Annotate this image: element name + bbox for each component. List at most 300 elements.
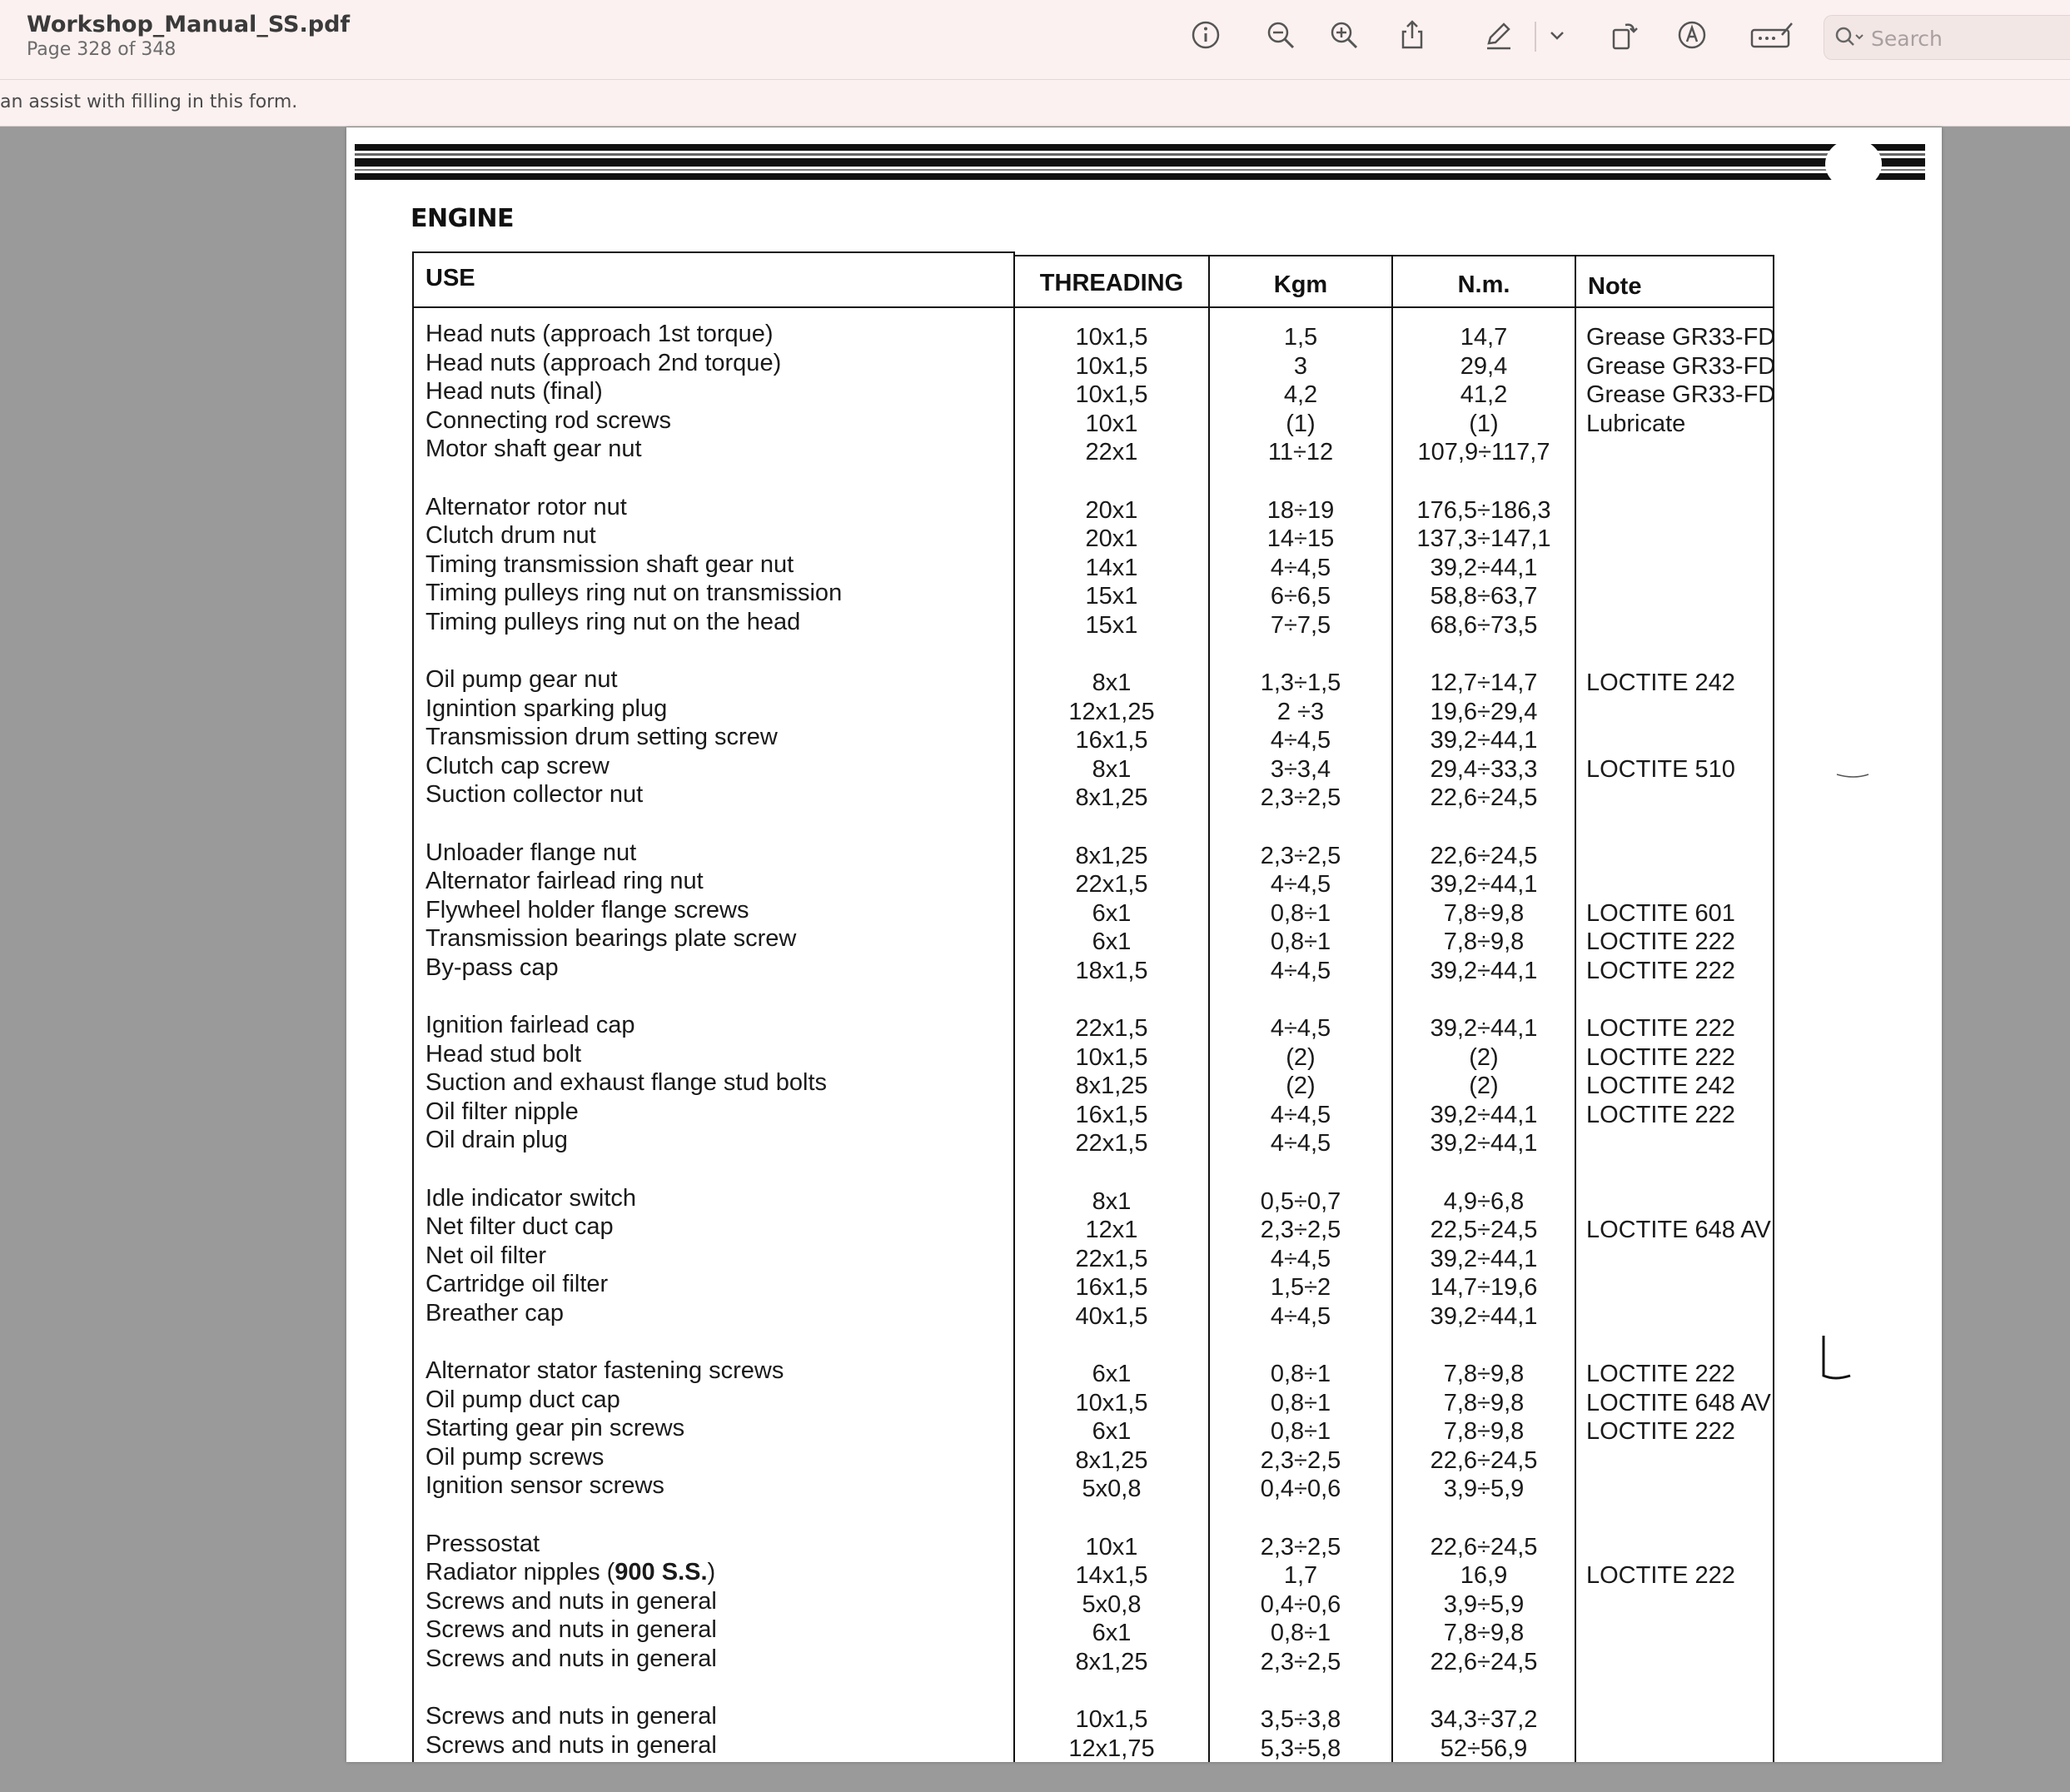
use-cell: Screws and nuts in general: [425, 1587, 717, 1615]
threading-cell: 12x1: [1085, 1217, 1138, 1243]
nm-cell: 16,9: [1460, 1562, 1508, 1589]
markup-pen-icon: [1482, 18, 1515, 52]
threading-cell: 6x1: [1092, 928, 1132, 955]
header-nm: N.m.: [1457, 271, 1510, 298]
kgm-cell: 0,5÷0,7: [1260, 1187, 1341, 1215]
kgm-cell: 11÷12: [1267, 439, 1334, 465]
nm-cell: 19,6÷29,4: [1430, 698, 1538, 725]
nm-cell: 7,8÷9,8: [1443, 899, 1525, 927]
note-cell: LOCTITE 222: [1586, 1562, 1735, 1589]
kgm-cell: 3: [1293, 352, 1308, 380]
note-cell: LOCTITE 648 AV: [1586, 1389, 1771, 1416]
nm-column: [1393, 323, 1575, 1792]
note-cell: [1586, 1619, 1769, 1648]
kgm-cell: 2,3÷2,5: [1260, 784, 1341, 811]
row-group-3-kgm: [1210, 669, 1391, 813]
nm-cell: 22,6÷24,5: [1430, 1648, 1538, 1675]
use-cell: Oil pump duct cap: [425, 1386, 620, 1413]
use-cell-text: Radiator nipples (: [425, 1559, 615, 1585]
row-group-9-nm: [1393, 1705, 1575, 1763]
use-cell: Oil pump gear nut: [425, 666, 618, 693]
threading-cell: 8x1,25: [1075, 1446, 1148, 1474]
nm-cell: 4,9÷6,8: [1443, 1187, 1525, 1215]
kgm-cell: 2,3÷2,5: [1260, 1648, 1341, 1675]
threading-cell: 10x1,5: [1075, 1043, 1148, 1071]
row-group-8-use: [425, 1530, 1025, 1674]
threading-cell: 6x1: [1092, 1418, 1132, 1445]
note-cell: [1586, 1302, 1769, 1332]
note-cell: [1586, 1533, 1769, 1562]
kgm-cell: 4÷4,5: [1270, 871, 1331, 898]
row-group-7-note: [1586, 1360, 1769, 1504]
kgm-cell: 0,8÷1: [1270, 1418, 1331, 1445]
column-divider-note: [1575, 255, 1576, 1762]
note-cell: LOCTITE 222: [1586, 1418, 1735, 1445]
note-cell: LOCTITE 222: [1586, 928, 1735, 955]
kgm-cell: 5,3÷5,8: [1260, 1735, 1341, 1762]
threading-cell: 10x1,5: [1075, 352, 1148, 380]
row-group-1-note: [1586, 323, 1776, 467]
nm-cell: 7,8÷9,8: [1443, 1418, 1525, 1445]
use-cell: Ignition fairlead cap: [425, 1012, 635, 1038]
use-cell: Head nuts (approach 1st torque): [425, 321, 774, 347]
use-cell: Head nuts (approach 2nd torque): [425, 349, 782, 376]
kgm-cell: 2 ÷3: [1276, 698, 1325, 725]
kgm-cell: (2): [1286, 1073, 1316, 1099]
page-indicator: Page 328 of 348: [27, 39, 177, 60]
row-group-3-use: [425, 665, 1025, 809]
threading-cell: 10x1: [1085, 410, 1138, 437]
header-threading: THREADING: [1039, 270, 1184, 296]
note-cell: [1586, 870, 1769, 899]
kgm-cell: 1,7: [1283, 1562, 1318, 1589]
note-cell: [1586, 611, 1769, 640]
kgm-cell: (1): [1286, 410, 1316, 437]
toolbar-divider: [1535, 22, 1536, 52]
row-group-5-threading: [1015, 1014, 1208, 1158]
row-group-9-note: [1586, 1705, 1769, 1763]
kgm-cell: 14÷15: [1266, 525, 1335, 552]
threading-cell: 22x1,5: [1075, 1015, 1148, 1042]
header-note: Note: [1588, 273, 1642, 300]
note-cell: LOCTITE 222: [1586, 1101, 1735, 1128]
use-cell: Head nuts (final): [425, 378, 603, 405]
table-header-bottom-border: [412, 306, 1774, 308]
threading-cell: 8x1: [1092, 755, 1132, 783]
row-group-7-use: [425, 1356, 1025, 1501]
row-group-3-nm: [1393, 669, 1575, 813]
kgm-cell: 2,3÷2,5: [1260, 1217, 1341, 1243]
nm-cell: 52÷56,9: [1440, 1735, 1528, 1762]
info-icon: [1189, 18, 1222, 52]
zoom-out-button[interactable]: [1261, 15, 1301, 55]
row-group-7-threading: [1015, 1360, 1208, 1504]
table-outer-left-border: [412, 251, 414, 1762]
threading-cell: 20x1: [1085, 496, 1138, 524]
info-button[interactable]: [1186, 15, 1226, 55]
nm-cell: 39,2÷44,1: [1430, 1302, 1538, 1330]
row-group-6-kgm: [1210, 1187, 1391, 1332]
page-header-rule: [346, 127, 1942, 194]
markup-button[interactable]: [1479, 15, 1519, 55]
banner-text: an assist with filling in this form.: [0, 92, 298, 112]
threading-cell: 16x1,5: [1075, 727, 1148, 754]
note-cell: [1586, 525, 1769, 554]
note-cell: LOCTITE 222: [1586, 957, 1735, 984]
use-cell: Suction and exhaust flange stud bolts: [425, 1069, 828, 1096]
kgm-column: [1210, 323, 1391, 1792]
row-group-2-use: [425, 493, 1025, 637]
note-cell: Grease GR33-FD: [1586, 381, 1776, 408]
note-cell: [1586, 726, 1769, 755]
chevron-down-icon: [1540, 18, 1574, 52]
pdf-page: [346, 127, 1942, 1762]
use-cell: [425, 1558, 1025, 1587]
note-cell: [1586, 496, 1769, 525]
nm-cell: 68,6÷73,5: [1430, 611, 1538, 639]
use-cell: Alternator fairlead ring nut: [425, 868, 704, 894]
nm-cell: 22,6÷24,5: [1430, 1446, 1538, 1474]
use-cell: Alternator rotor nut: [425, 493, 627, 520]
use-cell: Alternator stator fastening screws: [425, 1357, 784, 1384]
use-cell: By-pass cap: [425, 953, 559, 981]
nm-cell: 14,7÷19,6: [1430, 1274, 1538, 1301]
row-group-1-use: [425, 320, 1025, 464]
use-cell: Screws and nuts in general: [425, 1645, 717, 1672]
nm-cell: 58,8÷63,7: [1430, 583, 1538, 610]
threading-cell: 10x1,5: [1075, 381, 1148, 408]
use-cell: Head stud bolt: [425, 1040, 582, 1068]
note-cell: [1586, 1735, 1769, 1764]
threading-cell: 10x1,5: [1075, 1706, 1148, 1733]
use-cell: Clutch cap screw: [425, 752, 610, 779]
note-cell: Grease GR33-FD: [1586, 324, 1776, 351]
note-cell: LOCTITE 601: [1586, 899, 1735, 927]
kgm-cell: 0,8÷1: [1270, 1620, 1331, 1646]
threading-cell: 22x1: [1085, 439, 1138, 465]
kgm-cell: 1,5: [1283, 324, 1318, 351]
threading-cell: 8x1,25: [1075, 1648, 1148, 1675]
kgm-cell: 4÷4,5: [1270, 1302, 1331, 1330]
note-cell: [1586, 582, 1769, 611]
threading-cell: 14x1: [1085, 554, 1138, 581]
kgm-cell: 6÷6,5: [1270, 583, 1331, 610]
nm-cell: 22,6÷24,5: [1430, 1533, 1538, 1561]
search-field[interactable]: [1824, 15, 2070, 60]
zoom-in-button[interactable]: [1324, 15, 1364, 55]
nm-cell: 137,3÷147,1: [1416, 525, 1551, 552]
rotate-icon: [1607, 18, 1640, 52]
threading-cell: 8x1: [1092, 1187, 1132, 1215]
threading-cell: 16x1,5: [1075, 1101, 1148, 1128]
nm-cell: 29,4: [1460, 352, 1508, 380]
threading-cell: 20x1: [1085, 525, 1138, 552]
row-group-9-use: [425, 1702, 1025, 1760]
use-cell: Net filter duct cap: [425, 1213, 614, 1240]
row-group-3-note: [1586, 669, 1769, 813]
section-title: ENGINE: [411, 204, 514, 233]
threading-cell: 5x0,8: [1082, 1476, 1142, 1502]
threading-cell: 5x0,8: [1082, 1590, 1142, 1618]
use-cell: Net oil filter: [425, 1242, 547, 1269]
threading-column: [1015, 323, 1208, 1792]
nm-cell: 39,2÷44,1: [1430, 871, 1538, 898]
row-group-5-use: [425, 1011, 1025, 1155]
kgm-cell: 4÷4,5: [1270, 1101, 1331, 1128]
row-group-9-threading: [1015, 1705, 1208, 1763]
note-cell: LOCTITE 222: [1586, 1043, 1735, 1071]
use-cell: Motor shaft gear nut: [425, 436, 642, 462]
nm-cell: (1): [1469, 410, 1499, 437]
kgm-cell: 0,4÷0,6: [1260, 1476, 1341, 1502]
markup-menu-button[interactable]: [1540, 15, 1574, 55]
row-group-4-note: [1586, 842, 1769, 986]
use-cell: Connecting rod screws: [425, 406, 671, 434]
note-cell: [1586, 1273, 1769, 1302]
nm-cell: 7,8÷9,8: [1443, 1389, 1525, 1416]
row-group-1-nm: [1393, 323, 1575, 467]
kgm-cell: 0,8÷1: [1270, 1361, 1331, 1387]
threading-cell: 10x1: [1085, 1533, 1138, 1561]
threading-cell: 18x1,5: [1075, 957, 1148, 984]
kgm-cell: (2): [1286, 1043, 1316, 1071]
use-cell: Timing pulleys ring nut on the head: [425, 608, 801, 635]
nm-cell: (2): [1469, 1043, 1499, 1071]
note-cell: LOCTITE 242: [1586, 670, 1735, 696]
note-cell: [1586, 698, 1769, 727]
note-cell: Lubricate: [1586, 410, 1686, 437]
form-fill-button[interactable]: [1747, 15, 1797, 55]
row-group-5-nm: [1393, 1014, 1575, 1158]
kgm-cell: 2,3÷2,5: [1260, 842, 1341, 869]
nm-cell: 39,2÷44,1: [1430, 1245, 1538, 1272]
note-cell: [1586, 1590, 1769, 1620]
threading-cell: 8x1,25: [1075, 842, 1148, 869]
row-group-3-threading: [1015, 669, 1208, 813]
form-fill-icon: [1749, 18, 1795, 52]
threading-cell: 22x1,5: [1075, 1130, 1148, 1157]
table-outer-right-border: [1773, 255, 1774, 1762]
kgm-cell: 0,4÷0,6: [1260, 1590, 1341, 1618]
kgm-cell: 0,8÷1: [1270, 899, 1331, 927]
use-cell: Oil filter nipple: [425, 1098, 579, 1125]
markup-circle-icon: [1675, 18, 1709, 52]
row-group-2-note: [1586, 496, 1769, 640]
nm-cell: 107,9÷117,7: [1417, 439, 1550, 465]
row-group-2-threading: [1015, 496, 1208, 640]
use-cell: Breather cap: [425, 1299, 565, 1327]
row-group-6-use: [425, 1184, 1025, 1328]
zoom-out-icon: [1264, 18, 1297, 52]
nm-cell: 39,2÷44,1: [1430, 1101, 1538, 1128]
note-cell: [1586, 842, 1769, 871]
kgm-cell: 4÷4,5: [1270, 727, 1331, 754]
row-group-4-threading: [1015, 842, 1208, 986]
note-cell: [1586, 1187, 1769, 1217]
use-cell: Unloader flange nut: [425, 839, 637, 866]
threading-cell: 12x1,25: [1068, 698, 1155, 725]
nm-cell: 7,8÷9,8: [1443, 1361, 1525, 1387]
use-cell: Ignition sensor screws: [425, 1472, 664, 1499]
threading-cell: 6x1: [1092, 899, 1132, 927]
model-name: 900 S.S.: [615, 1559, 708, 1585]
note-cell: LOCTITE 648 AV: [1586, 1217, 1771, 1243]
nm-cell: 39,2÷44,1: [1430, 1130, 1538, 1157]
threading-cell: 8x1: [1092, 670, 1132, 696]
use-cell: Ignintion sparking plug: [425, 694, 668, 722]
threading-cell: 40x1,5: [1075, 1302, 1148, 1330]
nm-cell: 34,3÷37,2: [1430, 1706, 1538, 1733]
use-cell: Screws and nuts in general: [425, 1731, 717, 1759]
nm-cell: 12,7÷14,7: [1430, 670, 1538, 696]
note-cell: LOCTITE 222: [1586, 1015, 1735, 1042]
nm-cell: 22,5÷24,5: [1430, 1217, 1538, 1243]
threading-cell: 22x1,5: [1075, 871, 1148, 898]
kgm-cell: 0,8÷1: [1270, 928, 1331, 955]
nm-cell: 22,6÷24,5: [1430, 842, 1538, 869]
threading-cell: 16x1,5: [1075, 1274, 1148, 1301]
nm-cell: 39,2÷44,1: [1430, 554, 1538, 581]
use-cell: Idle indicator switch: [425, 1184, 637, 1212]
threading-cell: 10x1,5: [1075, 324, 1148, 351]
kgm-cell: 4÷4,5: [1270, 1130, 1331, 1157]
note-cell: [1586, 438, 1769, 467]
search-input[interactable]: [1869, 22, 2064, 54]
row-group-1-kgm: [1210, 323, 1391, 467]
note-cell: LOCTITE 242: [1586, 1073, 1735, 1099]
threading-cell: 10x1,5: [1075, 1389, 1148, 1416]
torque-table: [412, 251, 1774, 1762]
use-cell: Cartridge oil filter: [425, 1271, 609, 1297]
row-group-7-kgm: [1210, 1360, 1391, 1504]
share-button[interactable]: [1392, 15, 1432, 55]
row-group-6-nm: [1393, 1187, 1575, 1332]
row-group-5-kgm: [1210, 1014, 1391, 1158]
kgm-cell: 18÷19: [1266, 496, 1335, 524]
row-group-2-nm: [1393, 496, 1575, 640]
nm-cell: 39,2÷44,1: [1430, 1015, 1538, 1042]
row-group-4-kgm: [1210, 842, 1391, 986]
row-group-8-threading: [1015, 1533, 1208, 1677]
use-cell: Oil drain plug: [425, 1127, 568, 1153]
note-column: [1586, 323, 1776, 1792]
note-cell: LOCTITE 222: [1586, 1361, 1735, 1387]
nm-cell: 39,2÷44,1: [1430, 957, 1538, 984]
nm-cell: 176,5÷186,3: [1416, 496, 1551, 524]
use-cell: Suction collector nut: [425, 781, 644, 808]
nm-cell: 41,2: [1460, 381, 1508, 408]
header-kgm: Kgm: [1273, 271, 1328, 298]
row-group-5-note: [1586, 1014, 1769, 1158]
threading-cell: 22x1,5: [1075, 1245, 1148, 1272]
table-top-border-right: [1015, 255, 1774, 256]
row-group-6-threading: [1015, 1187, 1208, 1332]
row-group-7-nm: [1393, 1360, 1575, 1504]
row-group-8-kgm: [1210, 1533, 1391, 1677]
kgm-cell: 4÷4,5: [1270, 1245, 1331, 1272]
kgm-cell: 3÷3,4: [1270, 755, 1331, 783]
note-cell: [1586, 1648, 1769, 1677]
document-title: Workshop_Manual_SS.pdf: [27, 12, 351, 37]
use-cell: Transmission drum setting screw: [425, 724, 778, 750]
share-icon: [1396, 18, 1429, 52]
note-cell: Grease GR33-FD: [1586, 352, 1776, 380]
search-icon: [1833, 24, 1866, 52]
nm-cell: (2): [1469, 1073, 1499, 1099]
use-cell: Timing transmission shaft gear nut: [425, 550, 794, 578]
nm-cell: 14,7: [1460, 324, 1508, 351]
use-cell: Flywheel holder flange screws: [425, 896, 749, 923]
note-cell: [1586, 1705, 1769, 1735]
kgm-cell: 1,3÷1,5: [1260, 670, 1341, 696]
use-cell: Oil pump screws: [425, 1443, 605, 1471]
kgm-cell: 3,5÷3,8: [1260, 1706, 1341, 1733]
threading-cell: 12x1,75: [1068, 1735, 1155, 1762]
kgm-cell: 2,3÷2,5: [1260, 1446, 1341, 1474]
threading-cell: 8x1,25: [1075, 784, 1148, 811]
use-cell: Screws and nuts in general: [425, 1703, 717, 1730]
use-column: [425, 320, 1025, 1789]
nm-cell: 7,8÷9,8: [1443, 928, 1525, 955]
rotate-button[interactable]: [1604, 15, 1644, 55]
note-cell: LOCTITE 510: [1586, 755, 1735, 783]
use-cell: Transmission bearings plate screw: [425, 925, 797, 952]
row-group-6-note: [1586, 1187, 1769, 1332]
use-cell: Timing pulleys ring nut on transmission: [425, 580, 843, 606]
note-cell: [1586, 1129, 1769, 1158]
zoom-in-icon: [1327, 18, 1361, 52]
row-group-9-kgm: [1210, 1705, 1391, 1763]
kgm-cell: 4÷4,5: [1270, 957, 1331, 984]
kgm-cell: 0,8÷1: [1270, 1389, 1331, 1416]
note-cell: [1586, 554, 1769, 583]
kgm-cell: 4÷4,5: [1270, 554, 1331, 581]
threading-cell: 14x1,5: [1075, 1562, 1148, 1589]
use-cell: Starting gear pin screws: [425, 1415, 685, 1441]
row-group-8-nm: [1393, 1533, 1575, 1677]
markup-circle-button[interactable]: [1672, 15, 1712, 55]
nm-cell: 39,2÷44,1: [1430, 727, 1538, 754]
kgm-cell: 4÷4,5: [1270, 1015, 1331, 1042]
note-cell: [1586, 1245, 1769, 1274]
row-group-8-note: [1586, 1533, 1769, 1677]
nm-cell: 3,9÷5,9: [1443, 1476, 1525, 1502]
threading-cell: 6x1: [1092, 1620, 1132, 1646]
use-cell: Pressostat: [425, 1530, 540, 1557]
nm-cell: 29,4÷33,3: [1430, 755, 1538, 783]
threading-cell: 8x1,25: [1075, 1073, 1148, 1099]
row-group-1-threading: [1015, 323, 1208, 467]
pdf-toolbar: [0, 0, 2070, 80]
use-cell: Screws and nuts in general: [425, 1616, 717, 1643]
row-group-4-use: [425, 839, 1025, 983]
form-assist-banner: [0, 80, 2070, 127]
header-use: USE: [425, 265, 475, 291]
table-top-border-use: [412, 251, 1015, 253]
note-cell: [1586, 1446, 1769, 1476]
kgm-cell: 2,3÷2,5: [1260, 1533, 1341, 1561]
kgm-cell: 7÷7,5: [1270, 611, 1331, 639]
use-cell: Clutch drum nut: [425, 522, 596, 549]
note-cell: [1586, 784, 1769, 813]
use-cell-text-end: ): [707, 1559, 716, 1585]
threading-cell: 6x1: [1092, 1361, 1132, 1387]
threading-cell: 15x1: [1085, 611, 1138, 639]
note-cell: [1586, 1475, 1769, 1504]
kgm-cell: 1,5÷2: [1270, 1274, 1331, 1301]
threading-cell: 15x1: [1085, 583, 1138, 610]
row-group-2-kgm: [1210, 496, 1391, 640]
